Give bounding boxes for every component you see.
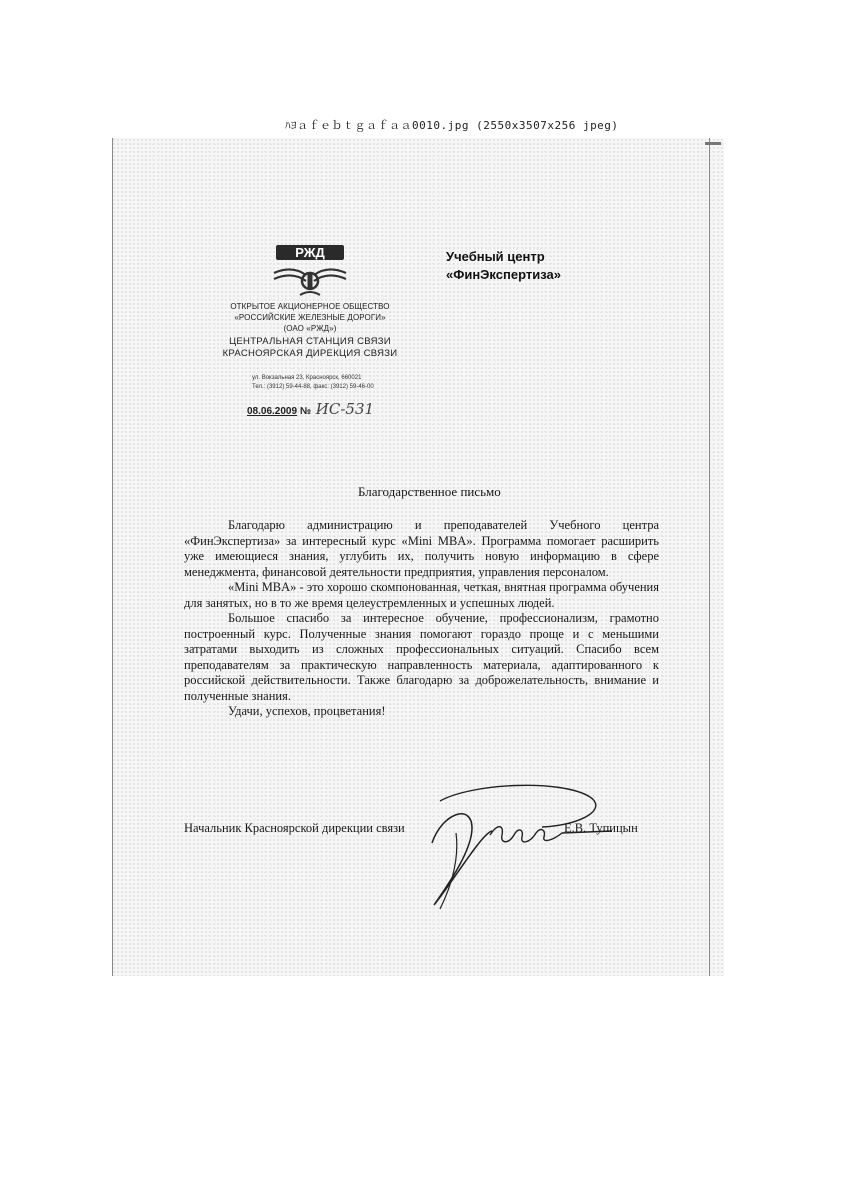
letter-sheet xyxy=(112,138,724,976)
contact-phone: Тел.: (3912) 59-44-88, факс: (3912) 59-46-00 xyxy=(252,384,374,390)
scan-edge-mark xyxy=(705,142,721,145)
letter-paragraph: «Mini MBA» - это хорошо скомпонованная, четкая, внятная программа обучения для занятых, но в то же время целеустремленных и успешных людей. xyxy=(184,580,659,610)
org-line: «РОССИЙСКИЕ ЖЕЛЕЗНЫЕ ДОРОГИ» xyxy=(234,313,386,322)
addressee xyxy=(446,248,561,284)
logo-text: РЖД xyxy=(295,245,325,260)
signatory-name: Е.В. Тупицын xyxy=(564,821,638,835)
sender-contacts xyxy=(252,374,412,392)
org-line: (ОАО «РЖД») xyxy=(283,324,337,333)
letter-body xyxy=(184,518,659,720)
letter-title: Благодарственное письмо xyxy=(358,484,501,499)
rzd-logo xyxy=(270,243,350,301)
reference-number: ИС-531 xyxy=(315,400,375,418)
reference-number-label: № xyxy=(299,406,311,417)
sender-organization xyxy=(222,301,398,360)
letter-paragraph: Удачи, успехов, процветания! xyxy=(228,704,386,718)
division-line: КРАСНОЯРСКАЯ ДИРЕКЦИЯ СВЯЗИ xyxy=(222,348,398,359)
letter-paragraph: Благодарю администрацию и преподавателей Учебного центра «ФинЭкспертиза» за интересный курс «Mini MBA». Программа помогает расширить уже имеющиеся знания, углубить их, получить новую информацию в сфере менеджмента, финансовой деятельности предприятия, управления персоналом. xyxy=(184,518,659,579)
reference-line xyxy=(247,400,374,418)
division-line: ЦЕНТРАЛЬНАЯ СТАНЦИЯ СВЯЗИ xyxy=(229,336,391,347)
reference-date: 08.06.2009 xyxy=(247,406,298,417)
org-line: ОТКРЫТОЕ АКЦИОНЕРНОЕ ОБЩЕСТВО xyxy=(230,302,390,311)
letter-paragraph: Большое спасибо за интересное обучение, профессионализм, грамотно построенный курс. Полученные знания помогают гораздо проще и с меньшими затратами выходить из сложных профессиональных ситуаций. Спасибо всем преподавателям за практическую направленность материала, адаптированного к российской действительности. Также благодарю за доброжелательность, внимание и полученные знания. xyxy=(184,611,659,703)
contact-address: ул. Вокзальная 23, Красноярск, 660021 xyxy=(252,375,362,381)
addressee-line: «ФинЭкспертиза» xyxy=(446,267,561,282)
handwritten-signature xyxy=(412,773,622,913)
signatory-title: Начальник Красноярской дирекции связи xyxy=(184,821,405,835)
fax-header: ﾊﾖａｆｅｂｔｇａｆａａ0010.jpg (2550x3507x256 jpeg) xyxy=(285,119,619,132)
scan-edge-left xyxy=(112,138,113,976)
addressee-line: Учебный центр xyxy=(446,249,545,264)
scan-edge-right xyxy=(709,138,710,976)
